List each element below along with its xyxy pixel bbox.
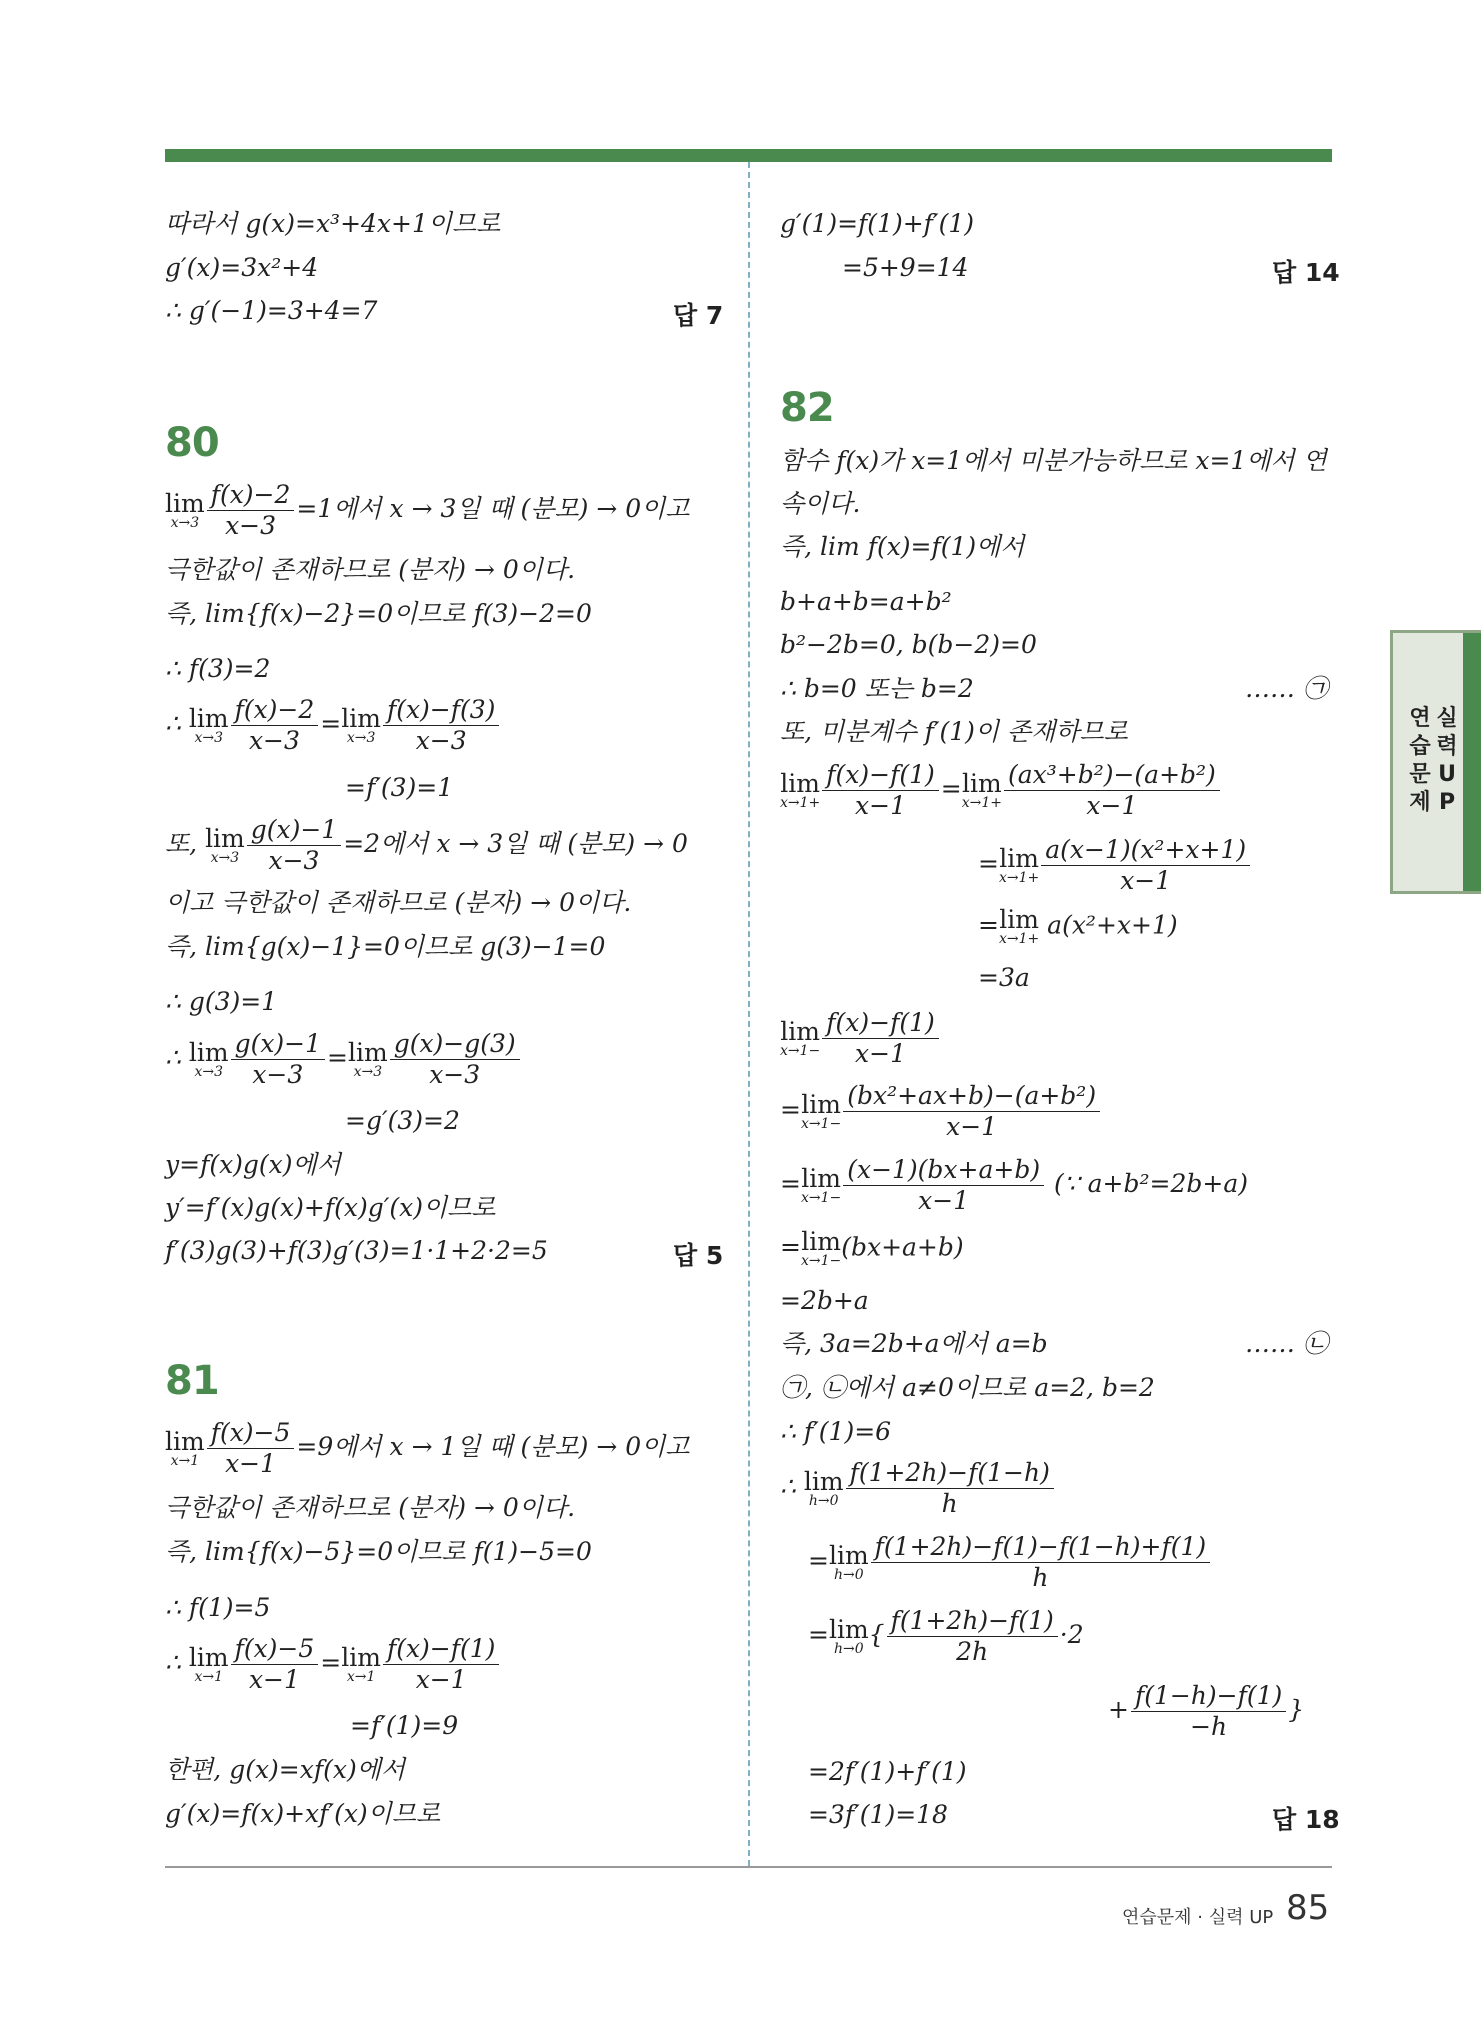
solution-line: g′(1)=f(1)+f′(1) — [780, 209, 974, 238]
solution-line: 즉, lim{g(x)−1}=0이므로 g(3)−1=0 — [165, 932, 606, 961]
fraction: $\frac{f(x)-2}{x-3}$ — [207, 480, 295, 541]
solution-line: =lim x→1+ $\frac{\text{a(x−1)(x²+x+1)}}{x-1}$ — [978, 835, 1252, 896]
solution-line: lim x→1− $\frac{f(x)-f(1)}{x-1}$ — [780, 1008, 941, 1069]
solution-line: =g′(3)=2 — [345, 1106, 460, 1135]
solution-line: y′=f′(x)g(x)+f(x)g′(x)이므로 — [165, 1193, 496, 1222]
solution-line: ∴ g(3)=1 — [165, 987, 278, 1016]
solution-line: lim x→1+ $\frac{f(x)-f(1)}{x-1}$ =lim x→1+ $\frac{\text{(ax³+b²)−(a+b²)}}{x-1}$ — [780, 760, 1222, 821]
solution-line: 즉, lim f(x)=f(1)에서 — [780, 532, 1025, 561]
limit-operator: lim x→3 — [165, 488, 205, 531]
solution-line: ∴ f(1)=5 — [165, 1593, 271, 1622]
column-divider — [748, 162, 750, 1866]
solution-line: 또, 미분계수 f′(1)이 존재하므로 — [780, 717, 1128, 746]
chapter-side-tab — [1390, 630, 1481, 894]
solution-line: f′(3)g(3)+f(3)g′(3)=1·1+2·2=5 — [165, 1236, 548, 1265]
solution-line: g′(x)=f(x)+xf′(x)이므로 — [165, 1799, 441, 1828]
bottom-rule — [165, 1866, 1332, 1868]
solution-line: + $\frac{f(1-h)-f(1)}{-h}$ } — [1108, 1681, 1305, 1741]
solution-line: =2b+a — [780, 1286, 869, 1315]
solution-line: 즉, lim{f(x)−5}=0이므로 f(1)−5=0 — [165, 1537, 592, 1566]
solution-line: ∴ f′(1)=6 — [780, 1417, 892, 1446]
side-tab-text: 연 습 문 제 — [1409, 706, 1431, 815]
solution-line: lim x→3 $\frac{f(x)-2}{x-3}$ =1에서 x → 3일 때 (분모) → 0이고 — [165, 480, 690, 540]
side-tab-stripe — [1463, 633, 1481, 891]
solution-line: ∴ lim x→3 $\frac{f(x)-2}{x-3}$ =lim x→3 $\frac{f(x)-f(3)}{x-3}$ — [165, 695, 501, 756]
answer-label: 답 5 — [673, 1241, 724, 1270]
solution-line: ∴ lim x→1 $\frac{f(x)-5}{x-1}$ =lim x→1 $\frac{f(x)-f(1)}{x-1}$ — [165, 1634, 501, 1695]
problem-number-80: 80 — [165, 420, 219, 466]
solution-line: b²−2b=0, b(b−2)=0 — [780, 630, 1037, 659]
solution-line: =3a — [978, 963, 1030, 992]
solution-line: =lim h→0 $\frac{f(1+2h)-f(1)-f(1-h)+f(1)}{h}$ — [808, 1532, 1212, 1593]
solution-line: 따라서 g(x)=x³+4x+1이므로 — [165, 209, 501, 238]
solution-line: =lim x→1− $\frac{\text{(bx²+ax+b)−(a+b²)}}{x-1}$ — [780, 1081, 1102, 1142]
solution-line: 또, lim x→3 $\frac{g(x)-1}{x-3}$ =2에서 x → 3일 때 (분모) → 0 — [165, 815, 688, 875]
solution-line: ㉠, ㉡에서 a≠0이므로 a=2, b=2 — [780, 1373, 1155, 1402]
solution-line: 한편, g(x)=xf(x)에서 — [165, 1755, 406, 1784]
solution-line: ∴ lim h→0 $\frac{f(1+2h)-f(1-h)}{h}$ — [780, 1458, 1056, 1519]
solution-line: =f′(3)=1 — [345, 773, 454, 802]
solution-line: ∴ lim x→3 $\frac{g(x)-1}{x-3}$ =lim x→3 $\frac{g(x)-g(3)}{x-3}$ — [165, 1029, 522, 1090]
solution-line: g′(x)=3x²+4 — [165, 253, 319, 282]
solution-line: =5+9=14 — [842, 253, 969, 282]
problem-number-81: 81 — [165, 1358, 219, 1404]
solution-line: y=f(x)g(x)에서 — [165, 1150, 341, 1179]
solution-line: 극한값이 존재하므로 (분자) → 0이다. — [165, 1493, 576, 1522]
solution-line: ∴ g′(−1)=3+4=7 — [165, 296, 378, 325]
solution-line: =lim h→0 { $\frac{f(1+2h)-f(1)}{2h}$ ·2 — [808, 1606, 1084, 1666]
solution-line: =lim x→1− (bx+a+b) — [780, 1227, 964, 1269]
solution-line: =lim x→1+ a(x²+x+1) — [978, 905, 1178, 947]
solution-line: 속이다. — [780, 489, 861, 518]
solution-line: =f′(1)=9 — [350, 1711, 459, 1740]
solution-line: 이고 극한값이 존재하므로 (분자) → 0이다. — [165, 888, 632, 917]
page-number: 85 — [1286, 1888, 1330, 1928]
side-tab-text: 실 력 U P — [1436, 706, 1458, 815]
solution-line: ∴ b=0 또는 b=2 — [780, 674, 974, 703]
answer-label: 답 14 — [1272, 258, 1340, 287]
solution-line: 즉, lim{f(x)−2}=0이므로 f(3)−2=0 — [165, 599, 592, 628]
problem-number-82: 82 — [780, 385, 834, 431]
equation-marker: …… ㉠ — [1245, 674, 1328, 703]
solution-line: 함수 f(x)가 x=1에서 미분가능하므로 x=1에서 연 — [780, 446, 1327, 475]
equation-marker: …… ㉡ — [1245, 1329, 1328, 1358]
top-accent-bar — [165, 149, 1332, 162]
solution-line: =lim x→1− $\frac{(x-1)(bx+a+b)}{x-1}$ (∵ a+b²=2b+a) — [780, 1155, 1248, 1215]
solution-line: =3f′(1)=18 — [808, 1800, 948, 1829]
answer-label: 답 7 — [673, 301, 724, 330]
solution-line: b+a+b=a+b² — [780, 587, 952, 616]
solution-line: lim x→1 $\frac{f(x)-5}{x-1}$ =9에서 x → 1일 때 (분모) → 0이고 — [165, 1418, 690, 1478]
answer-label: 답 18 — [1272, 1805, 1340, 1834]
solution-line: 즉, 3a=2b+a에서 a=b — [780, 1329, 1048, 1358]
footer-section-label: 연습문제 · 실력 UP — [1122, 1907, 1274, 1928]
solution-line: ∴ f(3)=2 — [165, 654, 271, 683]
solution-line: =2f′(1)+f′(1) — [808, 1757, 967, 1786]
solution-line: 극한값이 존재하므로 (분자) → 0이다. — [165, 555, 576, 584]
